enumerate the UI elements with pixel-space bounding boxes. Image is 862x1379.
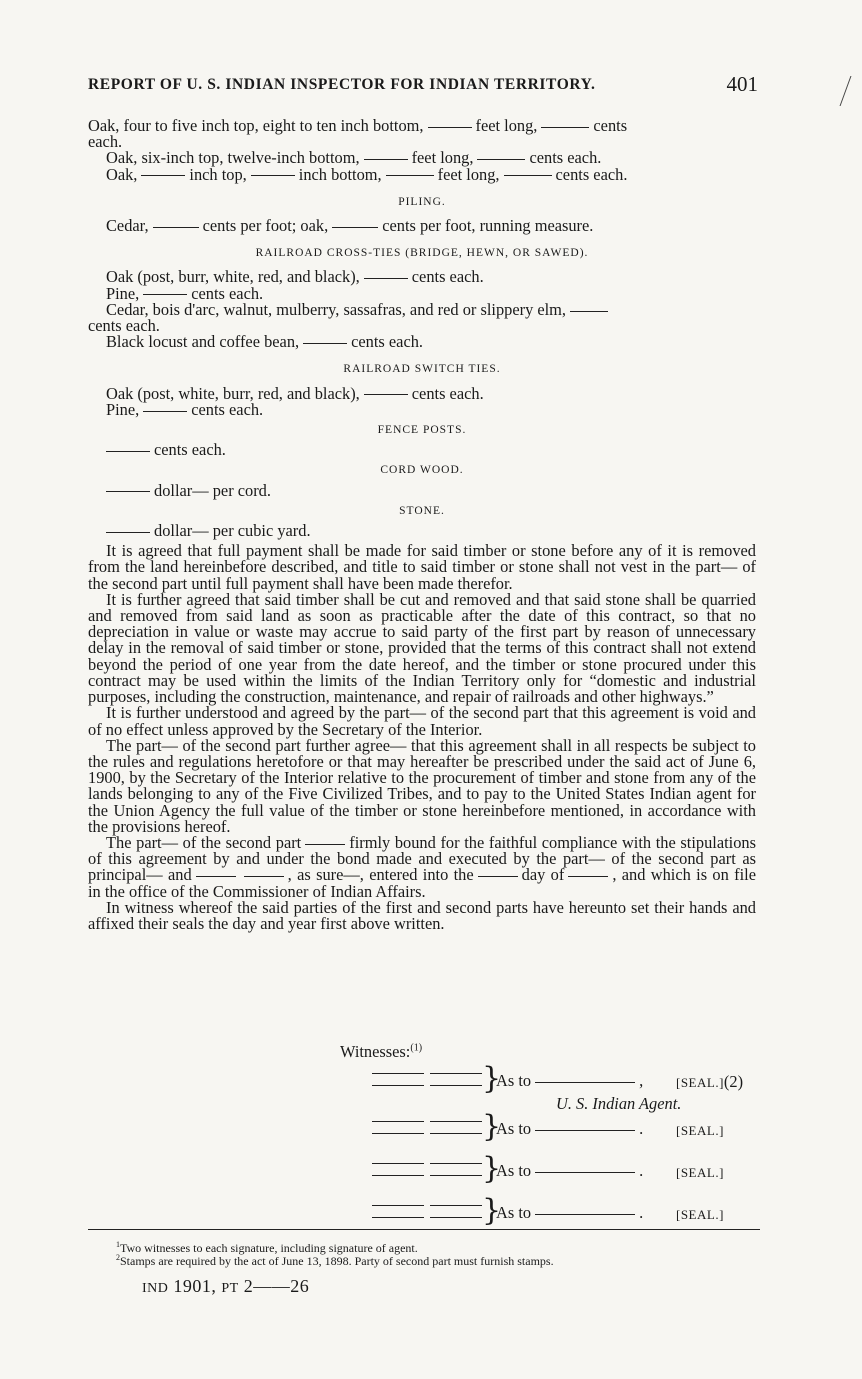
- oak-l2-cents: cents each.: [529, 148, 602, 168]
- brace-icon: }: [482, 1151, 502, 1186]
- blank-line: [504, 175, 552, 176]
- witness-blank: [372, 1163, 424, 1164]
- oak-l3-text: Oak,: [106, 164, 138, 184]
- oak-line-3: [88, 164, 756, 184]
- bond-text-a: The part— of the second part: [106, 832, 302, 852]
- seal-mark: [676, 1120, 724, 1140]
- section-heading-crossties: RAILROAD CROSS-TIES (BRIDGE, HEWN, OR SAWED).: [255, 247, 589, 260]
- blank-line: [251, 175, 295, 176]
- bond-text-c: , as sure—, entered into the: [287, 865, 474, 885]
- blank-line: [106, 451, 150, 452]
- as-to-field: As to ,: [496, 1071, 644, 1090]
- cord-line: [88, 480, 756, 500]
- switch-pine-cents: cents each.: [191, 399, 264, 419]
- crossties-line-1: [88, 269, 756, 285]
- witness-blank: [430, 1205, 482, 1206]
- switch-oak: Oak (post, white, burr, red, and black),: [106, 383, 360, 403]
- footnote-ref-2: (2): [723, 1072, 744, 1091]
- signature-pt: PT: [221, 1281, 239, 1296]
- witnesses-heading: [340, 1042, 422, 1062]
- switch-pine: Pine,: [106, 399, 140, 419]
- document-body: [88, 118, 756, 932]
- as-to-label: As to: [496, 1071, 532, 1090]
- blank-line: [386, 175, 434, 176]
- section-heading-stone: STONE.: [399, 504, 445, 517]
- stone-line: [88, 523, 756, 539]
- oak-l3-bottom: inch bottom,: [298, 164, 382, 184]
- crossties-pine: Pine,: [106, 283, 140, 303]
- blank-line: [570, 311, 608, 312]
- blank-line: [332, 227, 378, 228]
- blank-line: [428, 127, 472, 128]
- seal-mark: [676, 1162, 724, 1182]
- witnesses-label: Witnesses:: [340, 1042, 411, 1061]
- fence-text: cents each.: [154, 440, 226, 460]
- witness-blank: [430, 1085, 482, 1086]
- seal-label: [SEAL.]: [676, 1165, 724, 1180]
- witness-blank: [372, 1133, 424, 1134]
- paragraph-witness: In witness whereof the said parties of the first and second parts have hereunto set their hands and affixed their seals the day and year first above written.: [88, 897, 756, 933]
- footnote-divider: [88, 1229, 760, 1230]
- as-to-label: As to: [496, 1203, 532, 1222]
- blank-line: [143, 411, 187, 412]
- brace-icon: }: [482, 1193, 502, 1228]
- crossties-oak: Oak (post, burr, white, red, and black),: [106, 267, 360, 287]
- section-heading-switch: RAILROAD SWITCH TIES.: [343, 363, 501, 376]
- bond-text-b: firmly bound for the faithful compliance with the stipulations of this agreement by and under the bond made and executed by the part— of the second part as principal— and: [88, 832, 756, 885]
- witness-blank: [430, 1073, 482, 1074]
- seal-mark: [676, 1072, 743, 1092]
- witness-row-4: [372, 1193, 792, 1236]
- witness-blank: [430, 1217, 482, 1218]
- crossties-locust-cents: cents each.: [351, 332, 424, 352]
- oak-l1-each: each.: [88, 132, 123, 152]
- section-heading-cord: CORD WOOD.: [380, 464, 464, 477]
- witness-blank: [372, 1175, 424, 1176]
- switch-line-2: [88, 399, 756, 419]
- witness-blank: [430, 1133, 482, 1134]
- oak-l2-text: Oak, six-inch top, twelve-inch bottom,: [106, 148, 360, 168]
- blank-line: [535, 1172, 635, 1173]
- as-to-label: As to: [496, 1119, 532, 1138]
- blank-line: [303, 343, 347, 344]
- oak-l3-top: inch top,: [189, 164, 247, 184]
- piling-cedar: Cedar,: [106, 216, 149, 236]
- paragraph-removal: It is further agreed that said timber shall be cut and removed and that said stone shall be quarried and removed from said land as soon as practicable after the date of this contract, so that no depreciation in value or waste may accrue to said party of the first part by reason of unnecessary delay in the removal of said timber or stone, provided that the terms of this contract shall not extend beyond the period of one year from the date hereof, and the timber or stone procured under this contract may be used within the limits of the Indian Territory only for “domestic and industrial purposes, including the construction, maintenance, and repair of railroads and other highways.”: [88, 589, 756, 707]
- blank-line: [535, 1082, 635, 1083]
- paragraph-payment: It is agreed that full payment shall be made for said timber or stone before any of it is removed from the land hereinbefore described, and title to said timber or stone shall not vest in the part— of the second part until full payment shall have been made therefor.: [88, 541, 756, 593]
- blank-line: [244, 876, 284, 877]
- oak-l1-feet: feet long,: [475, 116, 538, 135]
- blank-line: [541, 127, 589, 128]
- crossties-oak-cents: cents each.: [411, 267, 484, 287]
- printer-signature: [142, 1276, 309, 1297]
- oak-l2-feet: feet long,: [411, 148, 474, 168]
- as-to-field: As to .: [496, 1119, 644, 1138]
- paragraph-bond: [88, 832, 756, 901]
- blank-line: [364, 278, 408, 279]
- blank-line: [196, 876, 236, 877]
- witness-row-2: [372, 1109, 792, 1152]
- blank-line: [535, 1214, 635, 1215]
- brace-icon: }: [482, 1109, 502, 1144]
- blank-line: [143, 294, 187, 295]
- blank-line: [153, 227, 199, 228]
- crossties-cedar-cents: cents each.: [88, 316, 160, 336]
- agent-title: U. S. Indian Agent.: [556, 1094, 682, 1113]
- blank-line: [364, 394, 408, 395]
- seal-label: [SEAL.]: [676, 1075, 724, 1090]
- footnote-2: [116, 1251, 756, 1268]
- blank-line: [535, 1130, 635, 1131]
- footnote-2-mark: 2: [116, 1253, 120, 1262]
- witness-blank: [372, 1073, 424, 1074]
- oak-line-1: [88, 118, 756, 150]
- cord-text: dollar— per cord.: [154, 480, 271, 500]
- witness-blank: [372, 1205, 424, 1206]
- stone-text: dollar— per cubic yard.: [154, 521, 311, 541]
- crossties-cedar: Cedar, bois d'arc, walnut, mulberry, sassafras, and red or slippery elm,: [106, 299, 567, 319]
- blank-line: [305, 844, 345, 845]
- margin-mark: [840, 76, 862, 106]
- section-heading-fence: FENCE POSTS.: [377, 424, 467, 437]
- section-heading-piling: PILING.: [398, 195, 446, 208]
- blank-line: [478, 876, 518, 877]
- witness-blank: [430, 1163, 482, 1164]
- crossties-line-4: [88, 334, 756, 350]
- running-header: [88, 72, 758, 96]
- blank-line: [106, 532, 150, 533]
- crossties-locust: Black locust and coffee bean,: [106, 332, 300, 352]
- blank-line: [568, 876, 608, 877]
- blank-line: [477, 159, 525, 160]
- witness-blank: [372, 1085, 424, 1086]
- switch-line-1: [88, 383, 756, 403]
- footnote-2-text: Stamps are required by the act of June 13, 1898. Party of second part must furnish stamps.: [120, 1254, 554, 1268]
- crossties-pine-cents: cents each.: [191, 283, 264, 303]
- page-number: 401: [726, 72, 758, 96]
- header-title: REPORT OF U. S. INDIAN INSPECTOR FOR INDIAN TERRITORY.: [88, 76, 596, 93]
- oak-l3-cents: cents each.: [555, 164, 628, 184]
- piling-line: [88, 218, 756, 234]
- signature-year: 1901,: [173, 1276, 217, 1296]
- blank-line: [364, 159, 408, 160]
- as-to-label: As to: [496, 1161, 532, 1180]
- oak-l3-feet: feet long,: [437, 164, 500, 184]
- blank-line: [106, 491, 150, 492]
- seal-label: [SEAL.]: [676, 1123, 724, 1138]
- brace-icon: }: [482, 1061, 502, 1096]
- bond-text-d: day of: [521, 865, 565, 885]
- oak-l1-text: Oak, four to five inch top, eight to ten inch bottom,: [88, 116, 424, 135]
- as-to-field: As to .: [496, 1161, 644, 1180]
- footnote-ref-1: (1): [410, 1042, 423, 1054]
- witness-row-3: [372, 1151, 792, 1194]
- witness-blank: [372, 1121, 424, 1122]
- witness-blank: [430, 1121, 482, 1122]
- signature-ind: IND: [142, 1281, 169, 1296]
- paragraph-approval: It is further understood and agreed by the part— of the second part that this agreement is void and of no effect unless approved by the Secretary of the Interior.: [88, 703, 756, 739]
- witness-blank: [372, 1217, 424, 1218]
- footnote-1-text: Two witnesses to each signature, including signature of agent.: [120, 1241, 418, 1255]
- piling-measure: cents per foot, running measure.: [382, 216, 594, 236]
- footnote-1-mark: 1: [116, 1240, 120, 1249]
- as-to-field: As to .: [496, 1203, 644, 1222]
- signature-number: 2——26: [243, 1276, 310, 1296]
- crossties-line-3: [88, 299, 756, 336]
- blank-line: [141, 175, 185, 176]
- bond-text-e: , and which is on file in the office of the Commissioner of Indian Affairs.: [88, 865, 756, 901]
- witness-blank: [430, 1175, 482, 1176]
- seal-mark: [676, 1204, 724, 1224]
- oak-l1-cents: cents: [593, 116, 628, 135]
- paragraph-rules: The part— of the second part further agree— that this agreement shall in all respects be subject to the rules and regulations heretofore or that may hereafter be prescribed under the said act of June 6, 1900, by the Secretary of the Interior relative to the procurement of timber and stone from any of the lands belonging to any of the Five Civilized Tribes, and to pay to the United States Indian agent for the Union Agency the full value of the timber or stone hereinbefore mentioned, in accordance with the provisions hereof.: [88, 735, 756, 836]
- piling-oak: cents per foot; oak,: [202, 216, 329, 236]
- fence-line: [88, 442, 756, 458]
- seal-label: [SEAL.]: [676, 1207, 724, 1222]
- switch-oak-cents: cents each.: [411, 383, 484, 403]
